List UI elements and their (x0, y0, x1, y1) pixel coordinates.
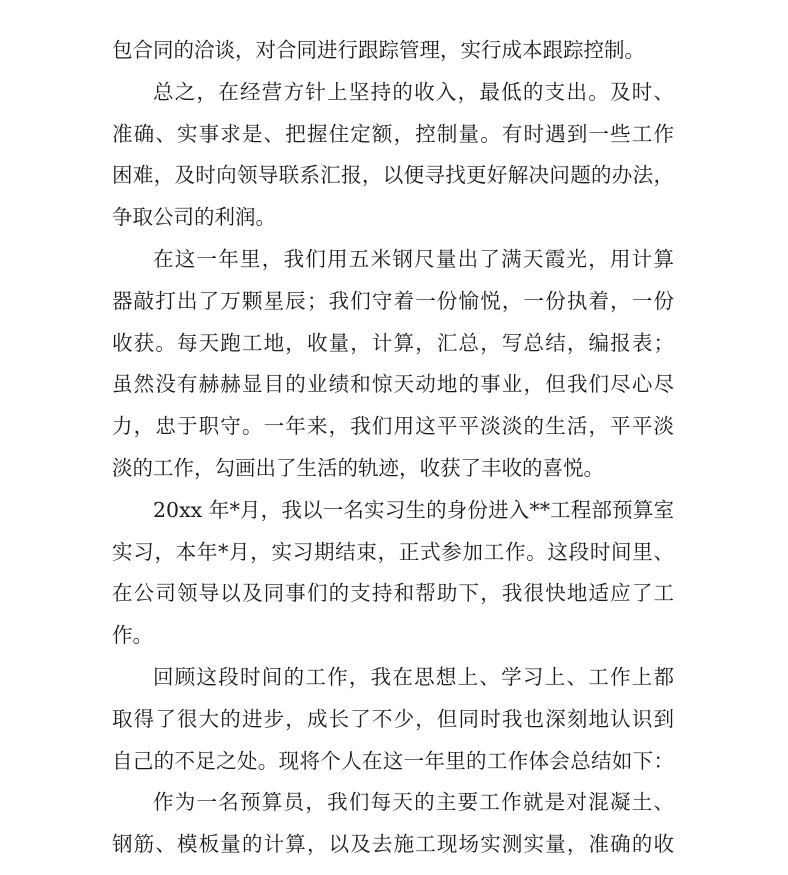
paragraph-6 (112, 782, 674, 866)
text-line: 力，忠于职守。一年来，我们用这平平淡淡的生活，平平淡 (112, 414, 674, 439)
text-line: 争取公司的利润。 (112, 205, 276, 230)
text-line: 淡的工作，勾画出了生活的轨迹，收获了丰收的喜悦。 (112, 455, 604, 480)
text-line: 自己的不足之处。现将个人在这一年里的工作体会总结如下： (112, 748, 674, 773)
text-line: 包合同的洽谈，对合同进行跟踪管理，实行成本跟踪控制。 (112, 38, 645, 62)
paragraph-2 (112, 72, 674, 239)
text-line: 收获。每天跑工地，收量，计算，汇总，写总结，编报表； (112, 330, 674, 355)
paragraph-5 (112, 657, 674, 782)
text-line: 作为一名预算员，我们每天的主要工作就是对混凝土、 (153, 790, 674, 815)
text-line: 取得了很大的进步，成长了不少，但同时我也深刻地认识到 (112, 706, 674, 731)
text-line: 回顾这段时间的工作，我在思想上、学习上、工作上都 (153, 664, 674, 689)
text-line: 虽然没有赫赫显目的业绩和惊天动地的事业，但我们尽心尽 (112, 372, 674, 397)
text-line: 困难，及时向领导联系汇报，以便寻找更好解决问题的办法， (112, 163, 674, 188)
text-line: 在这一年里，我们用五米钢尺量出了满天霞光，用计算 (153, 246, 674, 271)
text-line: 准确、实事求是、把握住定额，控制量。有时遇到一些工作 (112, 121, 674, 146)
text-line: 钢筋、模板量的计算，以及去施工现场实测实量，准确的收 (112, 832, 674, 857)
text-line: 作。 (112, 623, 153, 648)
text-line: 20xx 年*月，我以一名实习生的身份进入**工程部预算室 (153, 497, 674, 522)
text-line: 器敲打出了万颗星辰；我们守着一份愉悦，一份执着，一份 (112, 288, 674, 313)
text-line: 实习，本年*月，实习期结束，正式参加工作。这段时间里、 (112, 539, 674, 564)
text-line: 在公司领导以及同事们的支持和帮助下，我很快地适应了工 (112, 581, 674, 606)
paragraph-1 (112, 30, 674, 72)
text-line: 总之，在经营方针上坚持的收入，最低的支出。及时、 (153, 79, 674, 104)
paragraph-3 (112, 239, 674, 490)
paragraph-4 (112, 490, 674, 657)
document-body (112, 30, 674, 866)
